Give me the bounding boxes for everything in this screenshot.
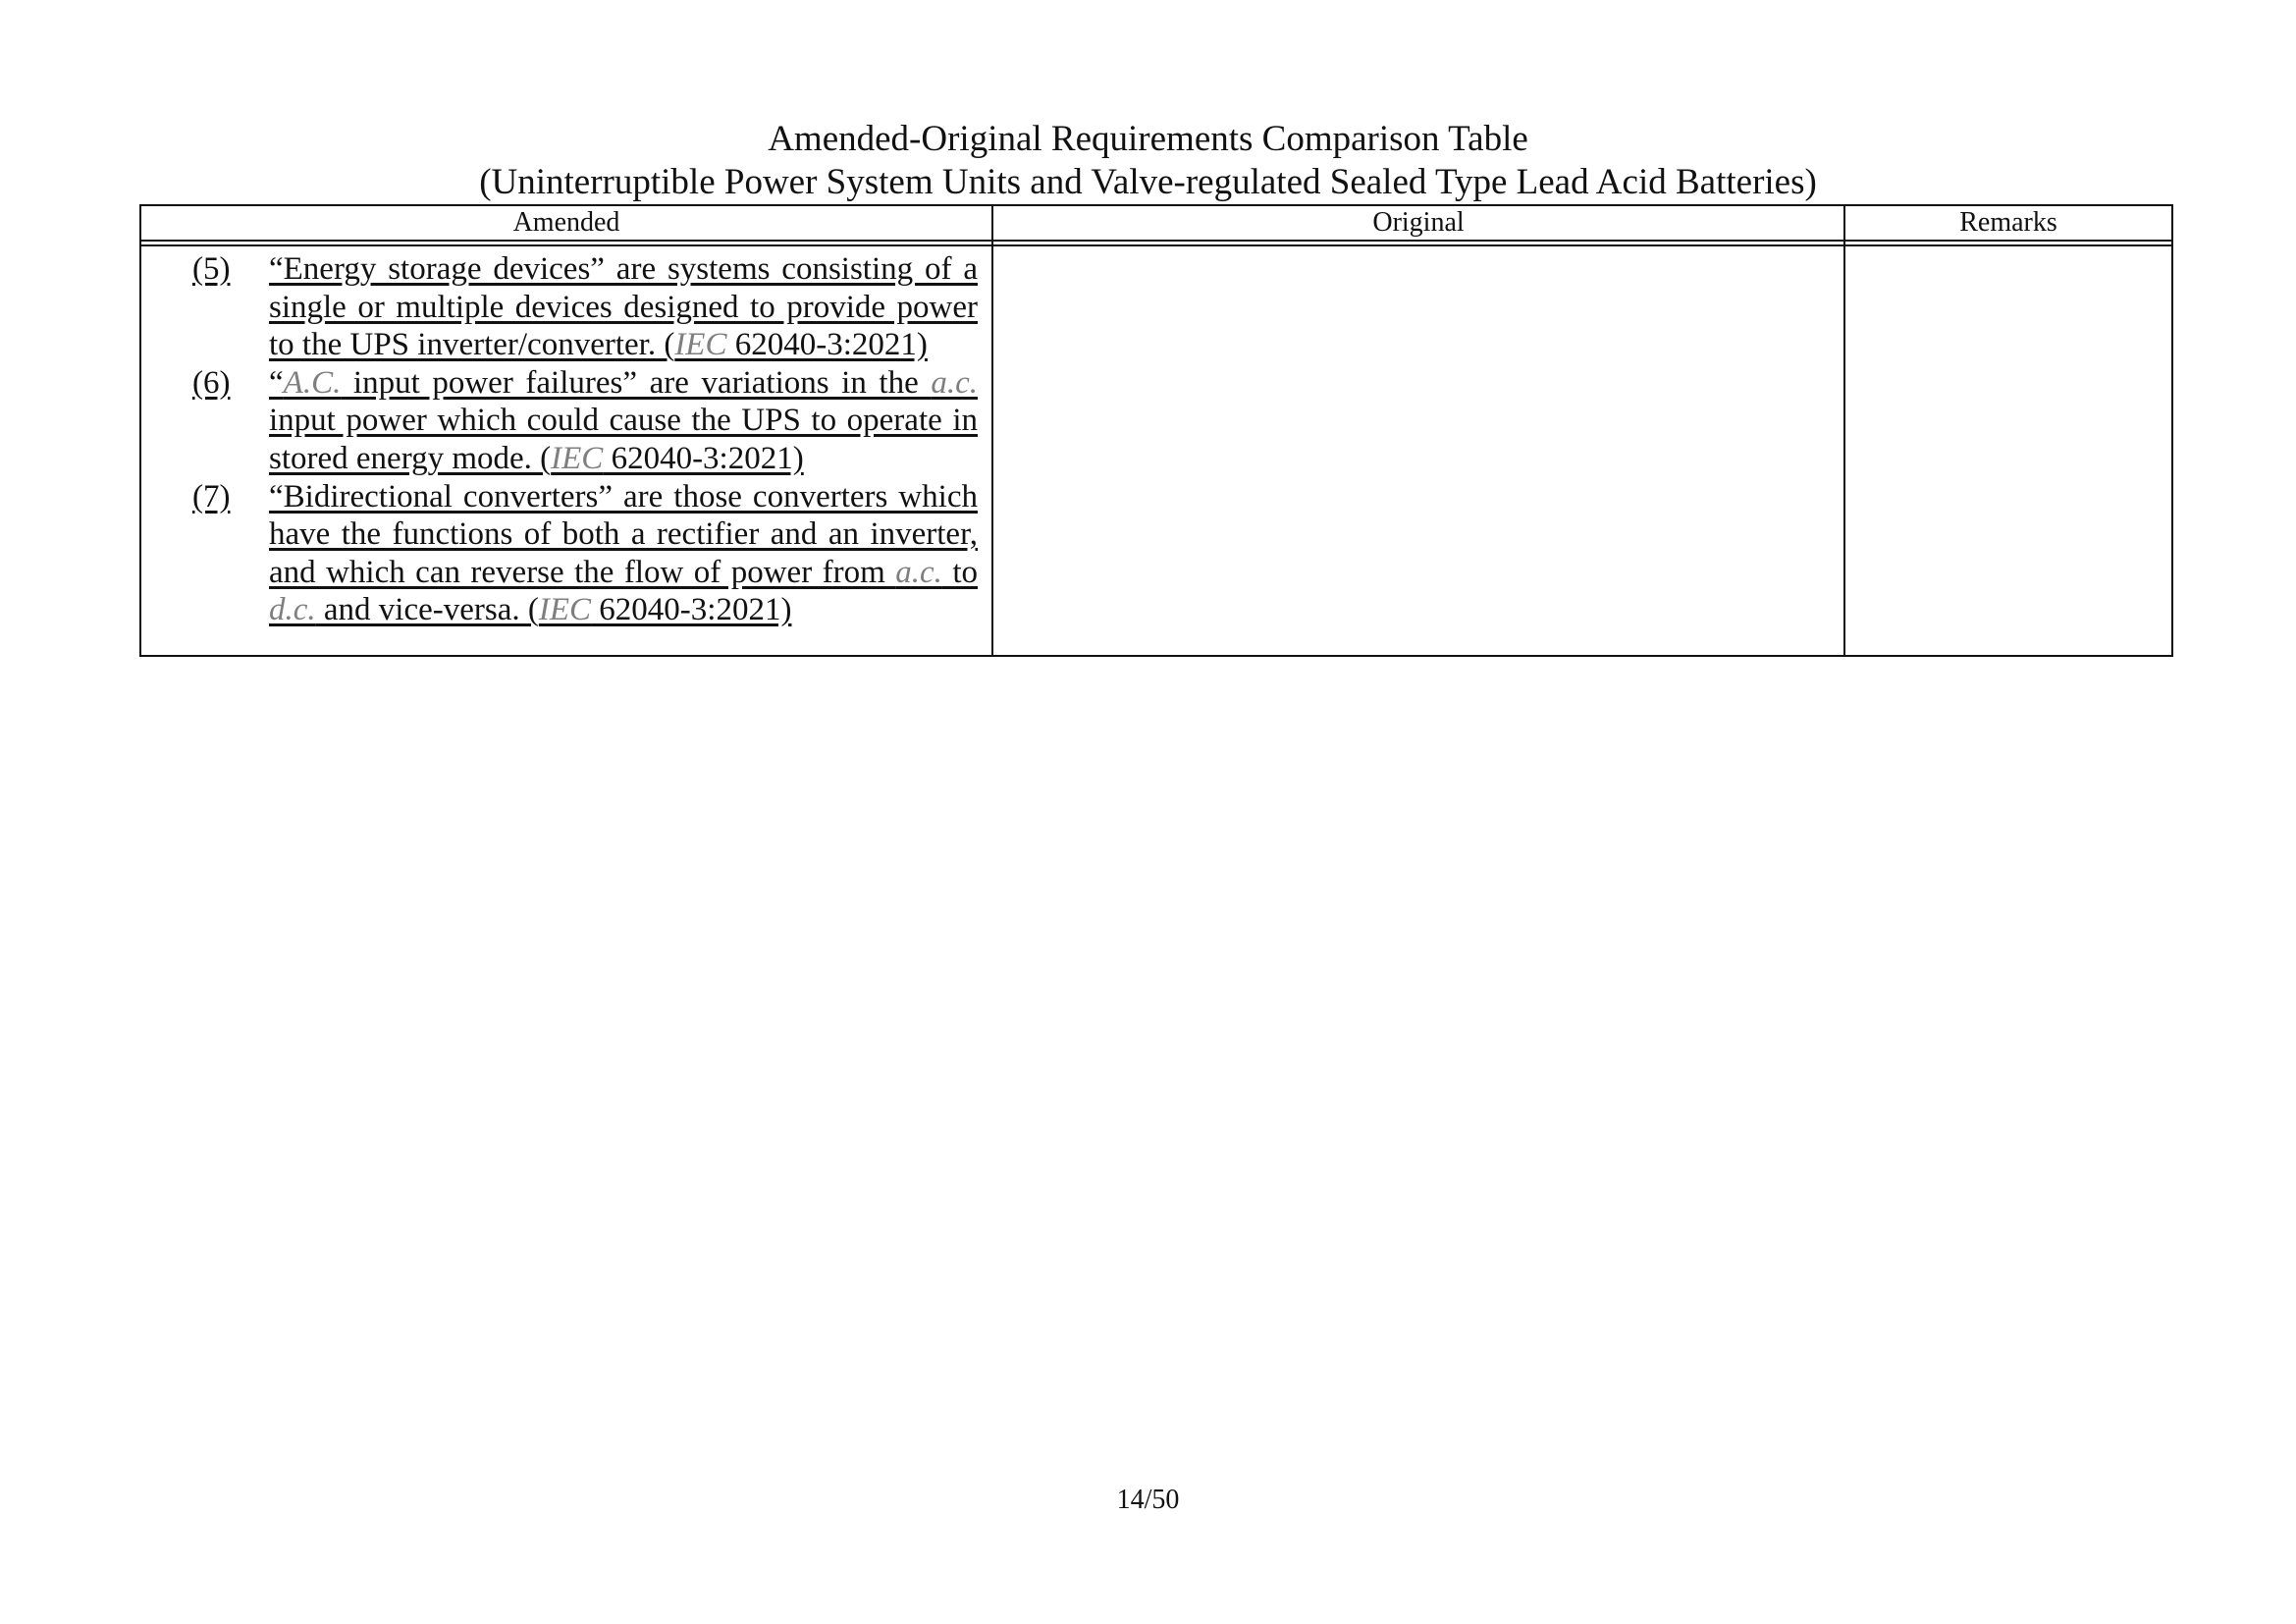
column-header-amended: Amended <box>139 204 991 242</box>
item-text <box>269 250 978 364</box>
technical-term: IEC <box>674 327 727 363</box>
item-text <box>269 478 978 629</box>
technical-term: IEC <box>551 440 604 476</box>
text-segment: to <box>941 554 978 590</box>
text-segment: 62040-3:2021) <box>591 592 792 628</box>
text-segment: input power failures” are variations in the <box>341 364 932 401</box>
definition-item <box>192 364 978 478</box>
original-cell <box>991 244 1843 657</box>
text-segment: 62040-3:2021) <box>726 327 928 363</box>
item-number: (6) <box>192 364 231 401</box>
table-header-row <box>139 204 2173 242</box>
definition-item <box>192 478 978 629</box>
remarks-cell <box>1843 244 2173 657</box>
document-title: Amended-Original Requirements Comparison Table <box>768 119 1528 159</box>
definition-item <box>192 250 978 364</box>
item-number: (7) <box>192 478 231 514</box>
amended-cell <box>139 244 991 657</box>
comparison-table <box>139 204 2173 657</box>
item-number: (5) <box>192 251 231 287</box>
table-row <box>139 244 2173 657</box>
text-segment: “Energy storage devices” are systems consisting of a single or multiple devices designed to provide power to the UPS inverter/converter. ( <box>269 251 978 363</box>
page-number: 14/50 <box>1116 1485 1180 1515</box>
text-segment: “Bidirectional converters” are those converters which have the functions of both a rectifier and an inverter, and which can reverse the flow of power from <box>269 478 978 590</box>
document-subtitle: (Uninterruptible Power System Units and Valve-regulated Sealed Type Lead Acid Batteries) <box>479 162 1817 202</box>
technical-term: a.c. <box>931 364 978 401</box>
text-segment: 62040-3:2021) <box>603 440 804 476</box>
column-header-remarks: Remarks <box>1843 204 2173 242</box>
technical-term: A.C. <box>283 364 342 401</box>
technical-term: a.c. <box>895 554 942 590</box>
text-segment: input power which could cause the UPS to operate in stored energy mode. ( <box>269 403 978 476</box>
text-segment: and vice-versa. ( <box>315 592 539 628</box>
column-header-original: Original <box>991 204 1843 242</box>
technical-term: d.c. <box>269 592 316 628</box>
text-segment: “ <box>269 364 284 401</box>
technical-term: IEC <box>538 592 592 628</box>
amended-item-list <box>141 246 991 629</box>
item-text <box>269 364 978 478</box>
